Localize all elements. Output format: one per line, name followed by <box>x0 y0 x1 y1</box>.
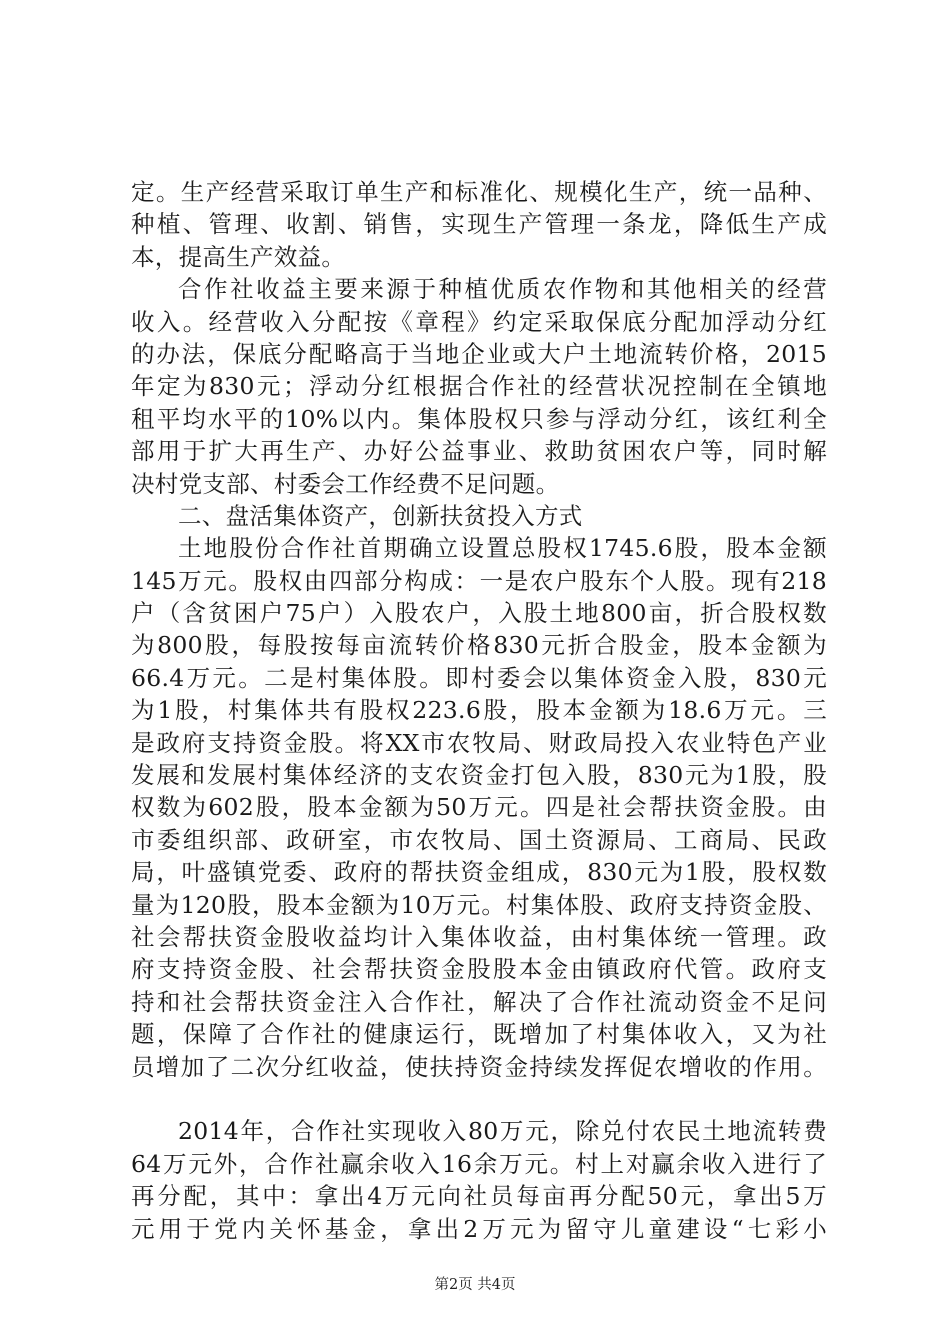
text-line: 租平均水平的10%以内。集体股权只参与浮动分红，该红利全 <box>131 404 827 433</box>
text-line: 再分配，其中：拿出4万元向社员每亩再分配50元，拿出5万 <box>131 1182 827 1211</box>
text-line: 二、盘活集体资产，创新扶贫投入方式 <box>178 501 583 530</box>
paragraph-gap <box>131 1083 827 1115</box>
text-line: 元用于党内关怀基金，拿出2万元为留守儿童建设“七彩小 <box>131 1214 827 1243</box>
text-line: 权数为602股，股本金额为50万元。四是社会帮扶资金股。由 <box>131 793 827 822</box>
text-line: 为1股，村集体共有股权223.6股，股本金额为18.6万元。三 <box>131 696 827 725</box>
text-line: 是政府支持资金股。将XX市农牧局、财政局投入农业特色产业 <box>131 728 827 757</box>
text-line: 量为120股，股本金额为10万元。村集体股、政府支持资金股、 <box>131 890 827 919</box>
text-line: 户（含贫困户75户）入股农户，入股土地800亩，折合股权数 <box>131 599 827 628</box>
text-line: 持和社会帮扶资金注入合作社，解决了合作社流动资金不足问 <box>131 987 827 1016</box>
text-line: 决村党支部、村委会工作经费不足问题。 <box>131 469 560 498</box>
document-body <box>131 176 827 1245</box>
text-line: 市委组织部、政研室，市农牧局、国土资源局、工商局、民政 <box>131 825 827 854</box>
text-line: 社会帮扶资金股收益均计入集体收益，由村集体统一管理。政 <box>131 922 827 951</box>
text-line: 66.4万元。二是村集体股。即村委会以集体资金入股，830元 <box>131 663 827 692</box>
text-line: 定。生产经营采取订单生产和标准化、规模化生产，统一品种、 <box>131 178 827 206</box>
text-line: 合作社收益主要来源于种植优质农作物和其他相关的经营 <box>178 275 827 304</box>
text-line: 年定为830元；浮动分红根据合作社的经营状况控制在全镇地 <box>131 372 827 401</box>
text-line: 部用于扩大再生产、办好公益事业、救助贫困农户等，同时解 <box>131 437 827 466</box>
text-line: 局，叶盛镇党委、政府的帮扶资金组成，830元为1股，股权数 <box>131 858 827 887</box>
text-line: 本，提高生产效益。 <box>131 242 346 271</box>
text-line: 的办法，保底分配略高于当地企业或大户土地流转价格，2015 <box>131 339 827 368</box>
text-line: 为800股，每股按每亩流转价格830元折合股金，股本金额为 <box>131 631 827 660</box>
text-line: 题，保障了合作社的健康运行，既增加了村集体收入，又为社 <box>131 1020 827 1049</box>
text-line: 64万元外，合作社赢余收入16余万元。村上对赢余收入进行了 <box>131 1149 827 1178</box>
text-line: 种植、管理、收割、销售，实现生产管理一条龙，降低生产成 <box>131 210 827 239</box>
text-line: 发展和发展村集体经济的支农资金打包入股，830元为1股，股 <box>131 761 827 790</box>
text-line: 府支持资金股、社会帮扶资金股股本金由镇政府代管。政府支 <box>131 955 827 984</box>
text-line: 收入。经营收入分配按《章程》约定采取保底分配加浮动分红 <box>131 307 827 336</box>
text-line: 2014年，合作社实现收入80万元，除兑付农民土地流转费 <box>178 1117 827 1146</box>
text-line: 员增加了二次分红收益，使扶持资金持续发挥促农增收的作用。 <box>131 1052 827 1081</box>
page-number-footer: 第2页 共4页 <box>434 1277 516 1293</box>
text-line: 145万元。股权由四部分构成：一是农户股东个人股。现有218 <box>131 566 827 595</box>
text-line: 土地股份合作社首期确立设置总股权1745.6股，股本金额 <box>178 534 827 563</box>
